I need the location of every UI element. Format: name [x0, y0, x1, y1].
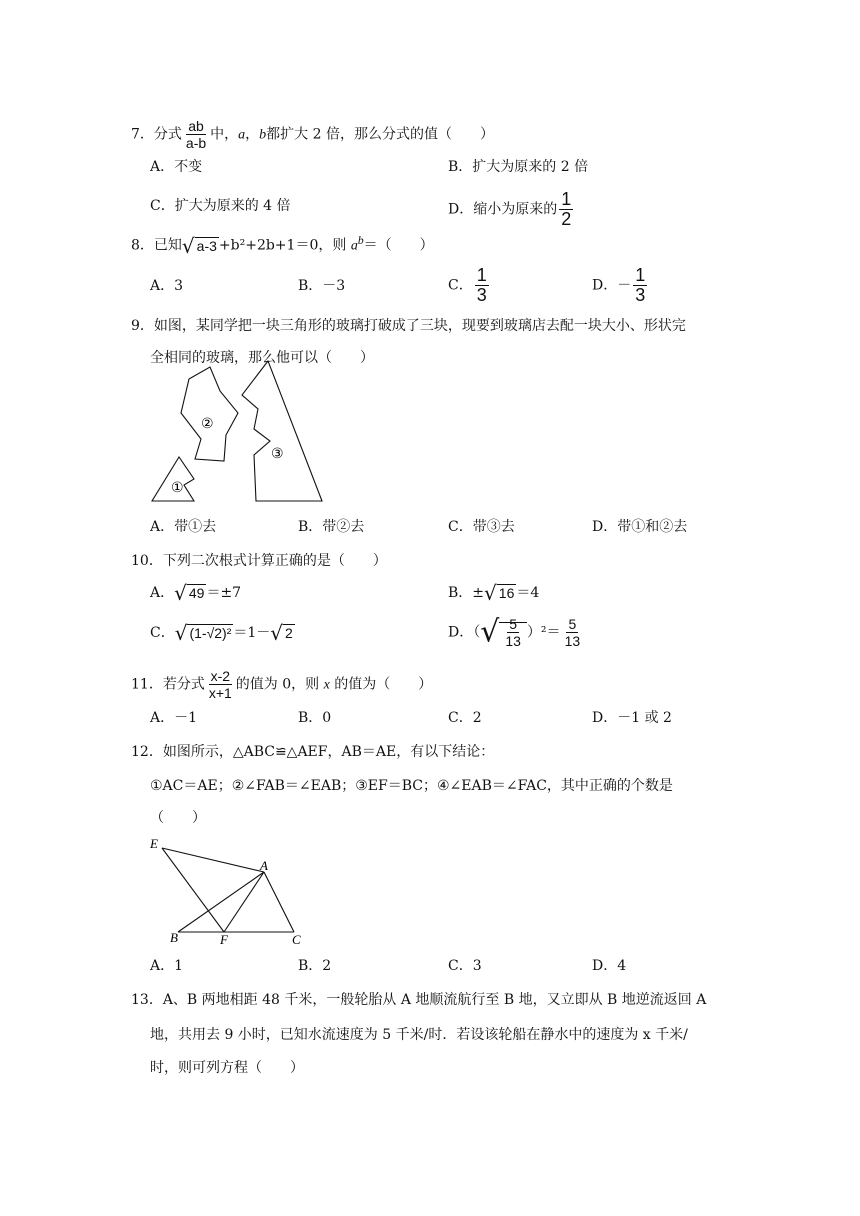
- q10-b-pm: ±: [472, 585, 485, 601]
- q7-sep: ，: [245, 126, 260, 143]
- q10-b-post: ＝4: [516, 585, 540, 601]
- q12-stem-line1: 12．如图所示，△ABC≌△AEF，AB＝AE，有以下结论：: [131, 744, 495, 760]
- q10-c-sqrt: [175, 623, 234, 643]
- q10-a-post: ＝±7: [206, 585, 242, 601]
- q7-option-d-fraction: [559, 190, 573, 229]
- q8-c-den: 3: [476, 285, 487, 305]
- q8-option-c-fraction: [475, 266, 489, 305]
- q11-option-c[interactable]: C．2: [448, 710, 482, 726]
- q10-option-d[interactable]: [448, 616, 584, 649]
- q10-option-a[interactable]: [150, 583, 241, 603]
- q13-stem-line3: 时，则可列方程（ ）: [150, 1060, 304, 1076]
- q7-number: 7．: [131, 126, 154, 143]
- q8-pre: 已知: [153, 237, 182, 254]
- q8-radicand: a-3: [196, 237, 217, 254]
- q10-c-sqrt2: [270, 623, 295, 643]
- q11-post-pre: 的值为 0，则: [235, 676, 324, 693]
- q7-fraction: [184, 118, 208, 151]
- q11-option-b[interactable]: B．0: [298, 710, 332, 726]
- q10-d-sqrt: [480, 616, 527, 649]
- q10-b-sqrt: [484, 583, 516, 603]
- q10-d-label: D．（: [448, 624, 481, 641]
- q9-glass-figure: [140, 355, 340, 515]
- q7-stem: [131, 118, 494, 151]
- q11-stem: [131, 668, 432, 701]
- q11-frac-den: x+1: [208, 685, 232, 701]
- q10-d-fraction: [503, 616, 523, 649]
- q9-stem-line1: 9．如图，某同学把一块三角形的玻璃打破成了三块，现要到玻璃店去配一块大小、形状完: [131, 318, 686, 334]
- q8-d-den: 3: [635, 285, 646, 305]
- q10-a-radicand: 49: [188, 585, 205, 601]
- q8-option-b[interactable]: B．－3: [298, 278, 346, 294]
- q11-option-d[interactable]: D．－1 或 2: [592, 710, 672, 726]
- piece-1-label: ①: [171, 480, 184, 496]
- q8-eq-mid: +b²+2b+1＝0，则: [218, 237, 351, 254]
- q12-stem-line3: （ ）: [150, 810, 206, 826]
- q11-option-a[interactable]: A．－1: [150, 710, 198, 726]
- q10-d-rnum: 5: [568, 616, 577, 632]
- q7-d-num: 1: [561, 189, 572, 209]
- q8-c-num: 1: [476, 265, 487, 285]
- q10-option-b[interactable]: [448, 583, 539, 603]
- q11-number: 11．: [131, 676, 163, 693]
- q12-option-b[interactable]: B．2: [298, 958, 332, 974]
- q10-a-sqrt: [174, 583, 206, 603]
- glass-piece-3: [242, 361, 322, 501]
- q7-var-a: a: [238, 127, 246, 143]
- q10-d-den: 13: [505, 633, 521, 649]
- q8-option-d-label: D．－: [592, 277, 632, 294]
- q10-c-mid: ＝1－: [233, 625, 271, 641]
- q12-option-a[interactable]: A．1: [150, 958, 184, 974]
- q12-option-d[interactable]: D．4: [592, 958, 627, 974]
- q7-option-b[interactable]: B．扩大为原来的 2 倍: [448, 159, 589, 175]
- q9-option-b[interactable]: B．带②去: [298, 519, 365, 535]
- piece-3-label: ③: [271, 446, 284, 462]
- point-e-label: E: [150, 836, 158, 851]
- q8-var: a: [350, 238, 358, 254]
- q8-option-a[interactable]: A．3: [150, 278, 184, 294]
- q12-triangle-figure: [140, 830, 320, 950]
- q7-mid: 中，: [210, 126, 239, 143]
- radical-sign-icon: √: [484, 581, 497, 605]
- q10-d-rden: 13: [564, 633, 581, 649]
- point-a-label: A: [260, 858, 268, 873]
- glass-piece-2: [181, 367, 238, 461]
- q12-option-c[interactable]: C．3: [448, 958, 482, 974]
- q7-post: 都扩大 2 倍，那么分式的值（ ）: [266, 126, 494, 143]
- q11-pre: 若分式: [162, 676, 205, 693]
- q11-fraction: [207, 668, 234, 701]
- q7-option-c[interactable]: C．扩大为原来的 4 倍: [150, 198, 291, 214]
- q9-stem-line2: 全相同的玻璃，那么他可以（ ）: [150, 350, 374, 366]
- q7-d-den: 2: [561, 209, 572, 229]
- radical-sign-icon: √: [174, 581, 187, 605]
- q8-sup: b: [357, 234, 364, 247]
- q10-b-label: B．: [448, 585, 473, 601]
- radical-sign-icon: √: [480, 614, 500, 650]
- q9-option-d[interactable]: D．带①和②去: [592, 519, 688, 535]
- q7-pre: 分式: [153, 126, 182, 143]
- q11-var: x: [323, 677, 330, 693]
- q8-d-num: 1: [635, 265, 646, 285]
- q8-stem: [131, 230, 434, 257]
- q10-d-mid: ）²＝: [526, 624, 561, 641]
- q7-var-b: b: [259, 127, 267, 143]
- q9-option-a[interactable]: A．带①去: [150, 519, 217, 535]
- radical-sign-icon: √: [270, 621, 284, 645]
- q11-frac-num: x-2: [210, 668, 231, 684]
- q10-stem: 10．下列二次根式计算正确的是（ ）: [131, 553, 387, 569]
- q11-post: 的值为（ ）: [329, 676, 433, 693]
- point-c-label: C: [292, 932, 301, 947]
- q10-c-radicand2: 2: [285, 625, 293, 641]
- piece-2-label: ②: [201, 416, 214, 432]
- q10-c-radicand: (1-√2)²: [189, 625, 232, 641]
- q10-b-radicand: 16: [498, 585, 515, 601]
- q13-stem-line1: 13．A、B 两地相距 48 千米，一般轮胎从 A 地顺流航行至 B 地，又立即从 B 地逆流返回 A: [131, 992, 707, 1008]
- radical-sign-icon: √: [181, 233, 195, 258]
- q12-stem-line2: ①AC＝AE；②∠FAB＝∠EAB；③EF＝BC；④∠EAB＝∠FAC，其中正确的个数是: [150, 778, 673, 794]
- q8-option-d-fraction: [633, 266, 647, 305]
- q7-option-d[interactable]: [448, 190, 575, 229]
- q10-d-radicand: [499, 616, 527, 649]
- q8-sqrt: [181, 233, 219, 258]
- point-f-label: F: [220, 932, 228, 947]
- q10-d-result-fraction: [563, 616, 583, 649]
- q8-option-c[interactable]: [448, 266, 491, 305]
- point-b-label: B: [170, 930, 178, 945]
- q8-option-c-label: C．: [448, 277, 473, 294]
- radical-sign-icon: √: [174, 621, 188, 645]
- q13-stem-line2: 地，共用去 9 小时，已知水流速度为 5 千米/时．若设该轮船在静水中的速度为 x 千米/: [150, 1027, 688, 1043]
- q8-option-d[interactable]: [592, 266, 649, 305]
- q7-option-d-text: D．缩小为原来的: [448, 201, 558, 218]
- q7-frac-den: a-b: [185, 135, 207, 151]
- q10-a-label: A．: [150, 585, 175, 601]
- q7-frac-num: ab: [188, 118, 204, 134]
- q8-post: ＝（ ）: [363, 237, 434, 254]
- q10-c-label: C．: [150, 625, 175, 641]
- q10-option-c[interactable]: [150, 623, 295, 643]
- q7-option-a[interactable]: A．不变: [150, 159, 203, 175]
- q9-option-c[interactable]: C．带③去: [448, 519, 515, 535]
- q8-number: 8．: [131, 237, 154, 254]
- q10-d-num: 5: [509, 616, 518, 632]
